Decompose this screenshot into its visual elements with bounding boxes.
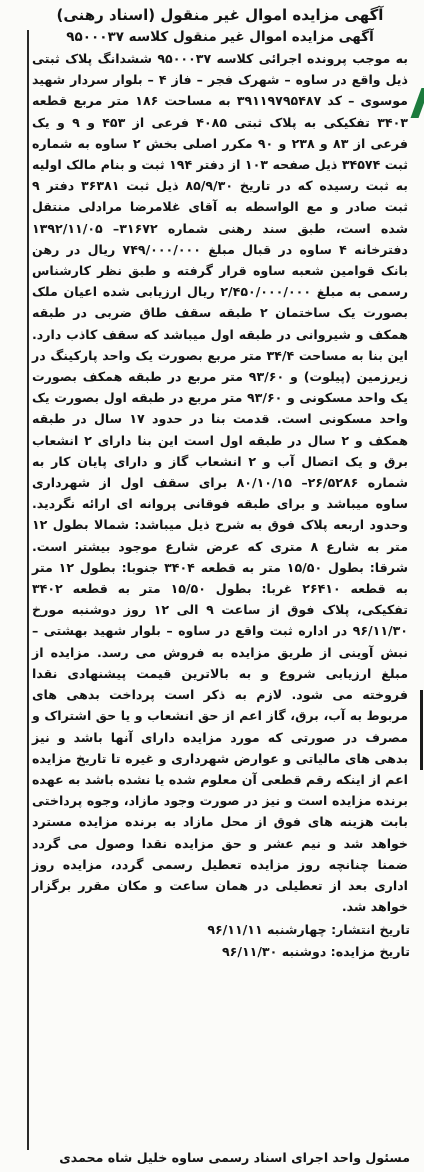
adjacent-column-bar	[420, 690, 423, 770]
notice-body	[30, 0, 410, 1172]
notice-subtitle: آگهی مزایده اموال غیر منقول کلاسه ۹۵۰۰۰۳۷	[66, 29, 374, 45]
notice-dates	[30, 919, 410, 963]
publish-date: تاریخ انتشار: چهارشنبه ۹۶/۱۱/۱۱	[207, 922, 410, 938]
adjacent-column-mark	[411, 88, 424, 118]
auction-date: تاریخ مزایده: دوشنبه ۹۶/۱۱/۳۰	[221, 944, 410, 960]
notice-paragraph: به موجب پرونده اجرائی کلاسه ۹۵۰۰۰۳۷ ششدانگ پلاک ثبتی ذیل واقع در ساوه – شهرک فجر – فاز ۴ – بلوار سردار شهید موسوی – کد ۳۹۱۱۹۷۹۵۴۸۷ به مساحت ۱۸۶ متر مربع قطعه ۳۴۰۳ تفکیکی به پلاک ثبتی ۴۰۸۵ فرعی از ۴۵۳ و ۹ و یک فرعی از ۸۳ و ۲۳۸ و ۹۰ مکرر اصلی بخش ۲ ساوه به شماره ثبت ۳۴۵۷۴ ذیل صفحه ۱۰۳ از دفتر ۱۹۴ ثبت و بنام مالک اولیه به ثبت رسیده که در تاریخ ۸۵/۹/۳۰ ذیل ثبت ۳۶۳۸۱ دفتر ۹ ثبت صادر و مع الواسطه به آقای غلامرضا مرادلی منتقل شده است، طبق سند رهنی شماره ۳۱۶۷۲– ۱۳۹۲/۱۱/۰۵ دفترخانه ۴ ساوه در قبال مبلغ ۷۴۹/۰۰۰/۰۰۰ ریال در رهن بانک قوامین شعبه ساوه قرار گرفته و طبق نظر کارشناس رسمی به مبلغ ۲/۴۵۰/۰۰۰/۰۰۰ ریال ارزیابی شده اعیان ملک بصورت یک ساختمان ۲ طبقه سقف طاق ضربی در طبقه همکف و شیروانی در طبقه اول میباشد که سقف کاذب دارد. این بنا به مساحت ۳۴/۴ متر مربع بصورت یک واحد پارکینگ در زیرزمین (پیلوت) و ۹۳/۶۰ متر مربع در طبقه همکف بصورت یک واحد مسکونی و ۹۳/۶۰ متر مربع در طبقه اول بصورت یک واحد مسکونی است. قدمت بنا در حدود ۱۷ سال در طبقه همکف و ۲ سال در طبقه اول است این بنا دارای ۲ انشعاب برق و یک اتصال آب و ۲ انشعاب گاز و دارای پایان کار به شماره ۲۶/۵۲۸۶– ۸۰/۱۰/۱۵ برای سقف اول از شهرداری ساوه میباشد و برای طبقه فوقانی پروانه ای ارائه نگردید. وحدود اربعه پلاک فوق به شرح ذیل میباشد: شمالا بطول ۱۲ متر به شارع ۸ متری که عرض شارع موجود بیشتر است. شرقا: بطول ۱۵/۵۰ متر به قطعه ۳۴۰۴ جنوبا: بطول ۱۲ متر به قطعه ۲۶۴۱۰ غربا: بطول ۱۵/۵۰ متر به قطعه ۳۴۰۲ تفکیکی، پلاک فوق از ساعت ۹ الی ۱۲ روز دوشنبه مورخ ۹۶/۱۱/۳۰ در اداره ثبت واقع در ساوه – بلوار شهید بهشتی – نبش آوینی از طریق مزایده به فروش می رسد. مزایده از مبلغ ارزیابی شروع و به بالاترین قیمت پیشنهادی نقدا فروخته می شود. لازم به ذکر است پرداخت بدهی های مربوط به آب، برق، گاز اعم از حق انشعاب و یا حق اشتراک و مصرف در صورتی که مورد مزایده دارای آنها باشد و نیز بدهی های مالیاتی و عوارض شهرداری و غیره تا تاریخ مزایده اعم از اینکه رقم قطعی آن معلوم شده یا نشده باشد به عهده برنده مزایده است و نیز در صورت وجود مازاد، وجوه پرداختی بابت هزینه های فوق از محل مازاد به برنده مزایده مسترد خواهد شد و نیم عشر و حق مزایده نقدا وصول می گردد ضمنا چنانچه روز مزایده تعطیل رسمی گردد، مزایده روز اداری بعد از تعطیلی در همان ساعت و مکان مقرر برگزار خواهد شد.	[31, 51, 409, 915]
notice-signature: مسئول واحد اجرای اسناد رسمی ساوه خلیل شاه محمدی	[59, 1150, 410, 1165]
notice-title: آگهی مزایده اموال غیر منقول (اسناد رهنی)	[56, 6, 384, 24]
column-divider	[27, 30, 29, 1150]
